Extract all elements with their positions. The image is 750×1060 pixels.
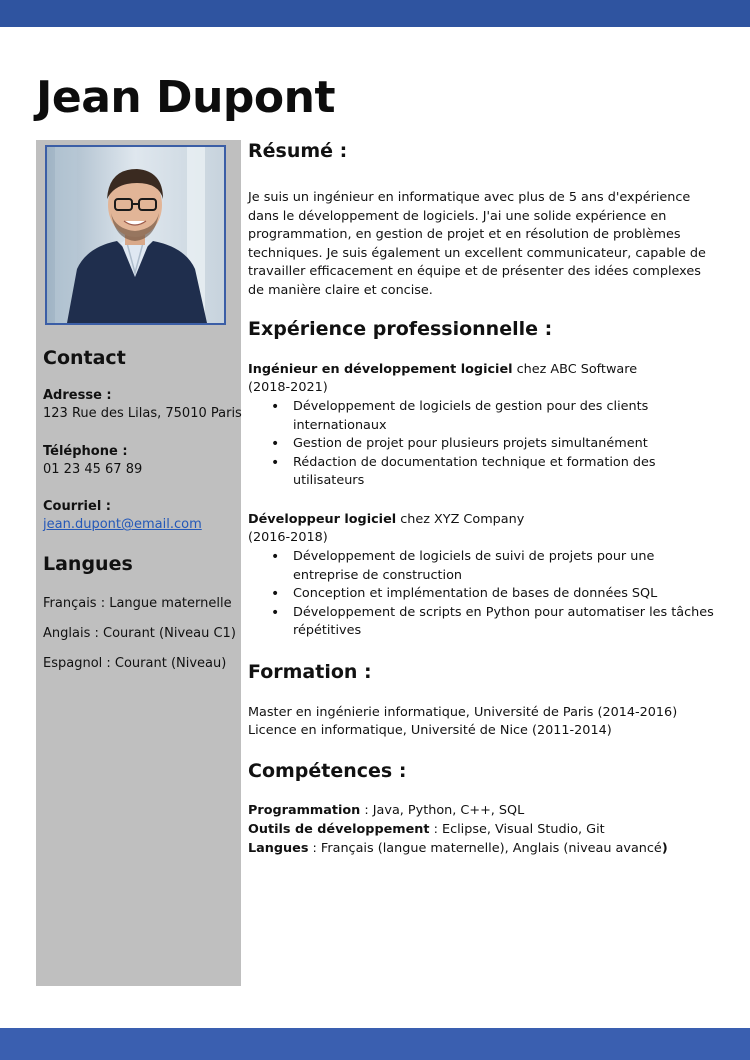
phone-label: Téléphone : [43, 444, 128, 459]
bottom-accent-bar [0, 1028, 750, 1060]
portrait-icon [47, 147, 224, 323]
skill-value: : Java, Python, C++, SQL [360, 803, 525, 818]
job-header [248, 361, 637, 380]
language-item: Anglais : Courant (Niveau C1) [43, 626, 236, 641]
job-bullets [248, 398, 718, 491]
education-item: Licence en informatique, Université de Nice (2011-2014) [248, 723, 612, 738]
summary-text: Je suis un ingénieur en informatique avec plus de 5 ans d'expérience dans le développement de logiciels. J'ai une solide expérience en programmation, en gestion de projet et en résolution de problèmes techniques. Je suis également un excellent communicateur, capable de travailler efficacement en équipe et de présenter des idées complexes de manière claire et concise. [248, 190, 706, 298]
skills-heading: Compétences : [248, 760, 407, 782]
job-period: (2016-2018) [248, 530, 328, 545]
summary-heading: Résumé : [248, 140, 348, 162]
job-bullet: • Conception et implémentation de bases de données SQL [248, 585, 718, 604]
skill-item [248, 840, 668, 859]
job-bullet: • Développement de logiciels de suivi de projets pour une entreprise de construction [248, 548, 718, 585]
job-title: Ingénieur en développement logiciel [248, 362, 513, 377]
email-label: Courriel : [43, 499, 112, 514]
language-item: Espagnol : Courant (Niveau) [43, 656, 227, 671]
phone-value: 01 23 45 67 89 [43, 462, 143, 477]
job-company: chez ABC Software [512, 362, 638, 377]
job-bullet: • Rédaction de documentation technique et formation des utilisateurs [248, 454, 718, 491]
job-title: Développeur logiciel [248, 512, 397, 527]
portrait-photo [45, 145, 226, 325]
email-link[interactable]: jean.dupont@email.com [43, 517, 202, 532]
job-bullet: • Développement de scripts en Python pour automatiser les tâches répétitives [248, 604, 718, 641]
experience-heading: Expérience professionnelle : [248, 318, 553, 340]
skill-label: Langues [248, 841, 309, 856]
candidate-name: Jean Dupont [36, 72, 335, 123]
top-accent-bar [0, 0, 750, 27]
job-bullet: • Gestion de projet pour plusieurs projets simultanément [248, 435, 718, 454]
job-bullets [248, 548, 718, 641]
job-header [248, 511, 524, 530]
education-heading: Formation : [248, 661, 372, 683]
skill-label: Outils de développement [248, 822, 430, 837]
sidebar [36, 140, 241, 986]
skill-label: Programmation [248, 803, 361, 818]
address-label: Adresse : [43, 388, 112, 403]
skill-item [248, 802, 524, 821]
skill-close: ) [661, 841, 668, 856]
skill-item [248, 821, 605, 840]
job-company: chez XYZ Company [396, 512, 525, 527]
languages-heading: Langues [43, 553, 133, 575]
job-period: (2018-2021) [248, 380, 328, 395]
job-bullet: • Développement de logiciels de gestion pour des clients internationaux [248, 398, 718, 435]
contact-heading: Contact [43, 347, 126, 369]
address-value: 123 Rue des Lilas, 75010 Paris [43, 406, 242, 421]
skill-value: : Eclipse, Visual Studio, Git [429, 822, 605, 837]
language-item: Français : Langue maternelle [43, 596, 232, 611]
education-item: Master en ingénierie informatique, Université de Paris (2014-2016) [248, 705, 678, 720]
skill-value: : Français (langue maternelle), Anglais (niveau avancé [308, 841, 662, 856]
